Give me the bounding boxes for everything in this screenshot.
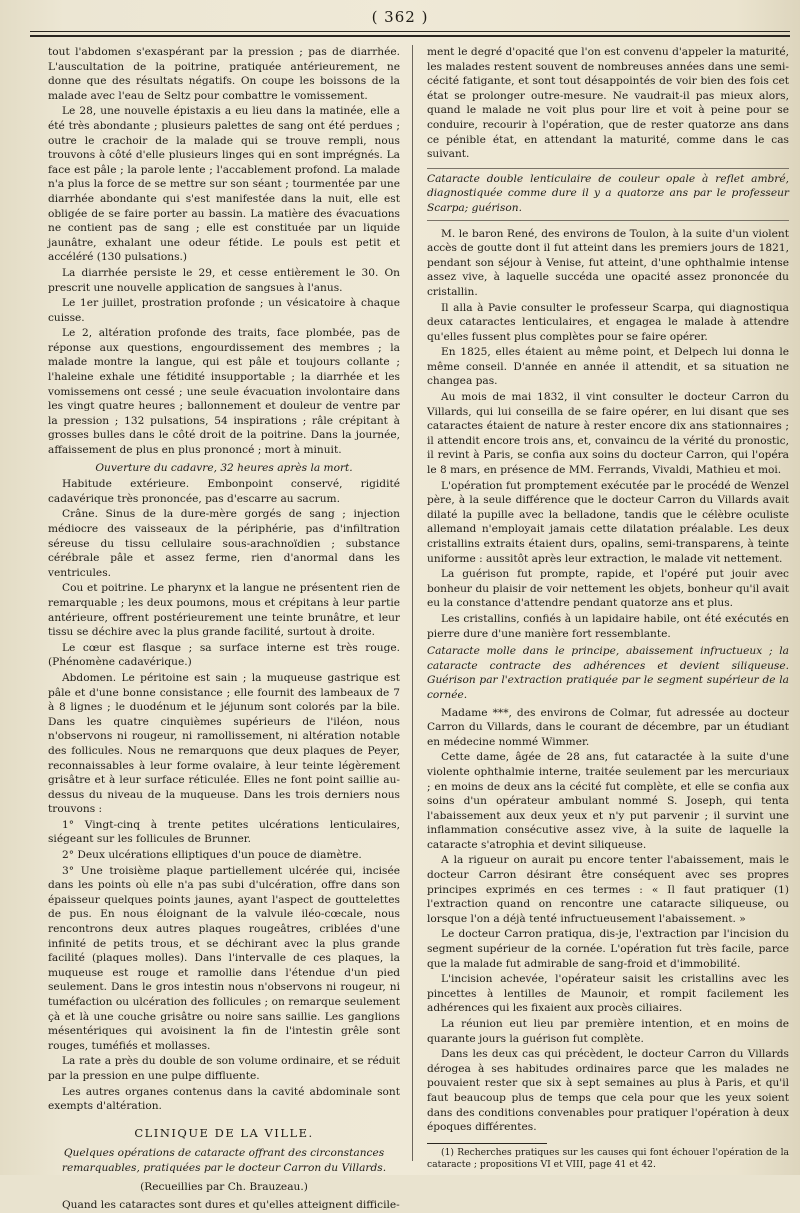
header-rule [30,31,790,32]
left-column [48,45,400,1212]
footnote-rule [427,1143,547,1144]
paragraph: Au mois de mai 1832, il vint consulter le docteur Carron du Villards, qui lui conseilla de se faire opérer, en lui disant que ses cataractes étaient de nature à rester encore dix ans stationnaires ; il attendit encore trois ans, et, convaincu de la vérité du pronostic, il revint à Paris, se confia aux soins du docteur Carron, qui l'opéra le 8 mars, en présence de MM. Ferrands, Vivaldi, Mathieu et moi. [427,391,789,477]
paragraph: 1° Vingt-cinq à trente petites ulcérations lenticulaires, siégeant sur les follicules de Brunner. [48,818,400,846]
paragraph: Le 2, altération profonde des traits, face plombée, pas de réponse aux questions, engourdissement des membres ; la malade montre la langue, qui est pâle et toujours collante ; l'haleine exhale une fétidité insupportable ; la diarrhée et les vomissemens ont cessé ; une seule évacuation involontaire dans les vingt quatre heures ; ballonnement et douleur de ventre par la pression ; 132 pulsations, 54 inspirations ; râle crépitant à grosses bulles dans le côté droit de la poitrine. Dans la journée, affaissement de plus en plus prononcé ; mort à minuit. [48,327,400,457]
paragraph: Le 28, une nouvelle épistaxis a eu lieu dans la matinée, elle a été très abondante ; plusieurs palettes de sang ont été perdues ; outre le crachoir de la malade qui se trouve rempli, nous trouvons à côté d'elle plusieurs linges qui en sont imprégnés. La face est pâle ; la parole lente ; l'accablement profond. La malade n'a plus la force de se mettre sur son séant ; tourmentée par une diarrhée abondante qui s'est manifestée dans la nuit, elle est obligée de se faire porter au bassin. La matière des évacuations ne contient pas de sang ; elle est constituée par un liquide jaunâtre, exhalant une odeur fétide. Le pouls est petit et accéléré (130 pulsations.) [48,105,400,264]
paragraph: La réunion eut lieu par première intention, et en moins de quarante jours la guérison fut complète. [427,1018,789,1045]
case-title-box [427,168,789,221]
paragraph: Abdomen. Le péritoine est sain ; la muqueuse gastrique est pâle et d'une bonne consistance ; elle fournit des lambeaux de 7 à 8 lignes ; le duodénum et le jéjunum sont colorés par la bile. Dans les quatre cinquièmes supérieurs de l'iléon, nous n'observons ni rougeur, ni ramollissement, ni altération notable des follicules. Nous ne remarquons que deux plaques de Peyer, reconnaissables à leur forme ovalaire, à leur teinte légèrement grisâtre et à leur surface réticulée. Elles ne font point saillie au-dessus du niveau de la muqueuse. Dans les trois derniers nous trouvons : [48,671,400,816]
paragraph: Les autres organes contenus dans la cavité abdominale sont exempts d'altération. [48,1085,400,1113]
paragraph: L'incision achevée, l'opérateur saisit les cristallins avec les pincettes à lentilles de Maunoir, et rompit facilement les adhérences qui les fixaient aux procès ciliaires. [427,973,789,1015]
case-title: Cataracte double lenticulaire de couleur opale à reflet ambré, diagnostiquée comme dure il y a quatorze ans par le professeur Scarpa; guérison. [427,172,789,214]
autopsy-heading: Ouverture du cadavre, 32 heures après la mort. [95,461,353,474]
paragraph: M. le baron René, des environs de Toulon, à la suite d'un violent accès de goutte dont il fut atteint dans les premiers jours de 1821, pendant son séjour à Venise, fut atteint, d'une ophthalmie intense assez vive, à laquelle succéda une opacité assez prononcée du cristallin. [427,227,789,298]
paragraph: La rate a près du double de son volume ordinaire, et se réduit par la pression en une pulpe diffluente. [48,1055,400,1082]
paragraph: Habitude extérieure. Embonpoint conservé, rigidité cadavérique très prononcée, pas d'escarre au sacrum. [48,478,400,505]
section-credit: (Recueillies par Ch. Brauzeau.) [140,1180,308,1193]
paragraph: Les cristallins, confiés à un lapidaire habile, ont été exécutés en pierre dure d'une manière fort ressemblante. [427,612,789,640]
paragraph: Dans les deux cas qui précèdent, le docteur Carron du Villards dérogea à ses habitudes ordinaires parce que les malades ne pouvaient rester que six à sept semaines au plus à Paris, et qu'il faut beaucoup plus de temps que cela pour que les yeux soient dans des conditions convenables pour pratiquer l'opération à deux époques différentes. [427,1048,789,1134]
page-number: ( 362 ) [371,8,429,26]
paragraph: Crâne. Sinus de la dure-mère gorgés de sang ; injection médiocre des vaisseaux de la périphérie, pas d'infiltration séreuse du tissu cellulaire sous-arachnoïdien ; substance cérébrale pâle et assez ferme, rien d'anormal dans les ventricules. [48,508,400,579]
paragraph: La guérison fut prompte, rapide, et l'opéré put jouir avec bonheur du plaisir de voir nettement les objets, bonheur qu'il avait eu la constance d'attendre pendant quatorze ans et plus. [427,568,789,610]
footnote: (1) Recherches pratiques sur les causes qui font échouer l'opération de la cataracte ; propositions VI et VIII, page 41 et 42. [427,1146,789,1170]
paragraph: ment le degré d'opacité que l'on est convenu d'appeler la maturité, les malades restent souvent de nombreuses années dans une semi-cécité fatigante, et sont tout désappointés de voir bien des fois cet état se prolonger outre-mesure. Ne vaudrait-il pas mieux alors, quand le malade ne voit plus pour lire et voit à peine pour se conduire, recourir à l'opération, que de rester quatorze ans dans ce pénible état, en attendant la maturité, comme dans le cas suivant. [427,46,789,161]
right-column [427,45,789,1170]
paragraph: L'opération fut promptement exécutée par le procédé de Wenzel père, à la seule différence que le docteur Carron du Villards avait dilaté la pupille avec la belladone, tandis que le célèbre oculiste allemand n'employait jamais cette dilatation préalable. Les deux cristallins extraits étaient durs, opalins, semi-transparens, à teinte uniforme : aussitôt après leur extraction, le malade vit nettement. [427,479,789,565]
paragraph: La diarrhée persiste le 29, et cesse entièrement le 30. On prescrit une nouvelle application de sangsues à l'anus. [48,266,400,294]
section-title: CLINIQUE DE LA VILLE. [134,1125,314,1140]
header-rule-thick [30,35,790,37]
section-subtitle: Quelques opérations de cataracte offrant des circonstances remarquables, pratiquées par le docteur Carron du Villards. [61,1147,387,1174]
paragraph: Cette dame, âgée de 28 ans, fut cataractée à la suite d'une violente ophthalmie interne, traitée seulement par les mercuriaux ; en moins de deux ans la cécité fut complète, et elle se confia aux soins d'un opérateur ambulant nommé S. Joseph, qui tenta l'abaissement aux deux yeux et n'y put parvenir ; il survint une inflammation consécutive assez vive, à la suite de laquelle la cataracte s'atrophia et devint siliqueuse. [427,751,789,851]
paragraph: Il alla à Pavie consulter le professeur Scarpa, qui diagnostiqua deux cataractes lenticulaires, et engagea le malade à attendre qu'elles fussent plus complètes pour se faire opérer. [427,301,789,343]
paragraph: Le cœur est flasque ; sa surface interne est très rouge. (Phénomène cadavérique.) [48,641,400,669]
paragraph: 3° Une troisième plaque partiellement ulcérée qui, incisée dans les points où elle n'a pas subi d'ulcération, offre dans son épaisseur quelques points jaunes, ayant l'aspect de gouttelettes de pus. En nous éloignant de la valvule iléo-cœcale, nous rencontrons deux autres plaques rougeâtres, criblées d'une infinité de petits trous, et se déchirant avec la plus grande facilité (plaques molles). Dans l'intervalle de ces plaques, la muqueuse est rouge et ramollie dans l'étendue d'un pied seulement. Dans le gros intestin nous n'observons ni rougeur, ni tuméfaction ou ulcération des follicules ; on remarque seulement çà et là une couche grisâtre ou noire sans saillie. Les ganglions mésentériques qui avoisinent la fin de l'intestin grêle sont rouges, tuméfiés et mollasses. [48,864,400,1052]
paragraph: En 1825, elles étaient au même point, et Delpech lui donna le même conseil. D'année en année il attendit, et sa situation ne changea pas. [427,346,789,388]
paragraph: Le docteur Carron pratiqua, dis-je, l'extraction par l'incision du segment supérieur de la cornée. L'opération fut très facile, parce que la malade fut admirable de sang-froid et d'immobilité. [427,928,789,970]
paragraph: Madame ***, des environs de Colmar, fut adressée au docteur Carron du Villards, dans le courant de décembre, par un étudiant en médecine nommé Wimmer. [427,706,789,748]
paragraph: Le 1er juillet, prostration profonde ; un vésicatoire à chaque cuisse. [48,297,400,324]
paragraph: A la rigueur on aurait pu encore tenter l'abaissement, mais le docteur Carron désirant être conséquent avec ses propres principes exprimés en ces termes : « Il faut pratiquer (1) l'extraction quand on rencontre une cataracte siliqueuse, ou lorsque l'on a déjà tenté infructueusement l'abaissement. » [427,854,789,925]
paragraph: 2° Deux ulcérations elliptiques d'un pouce de diamètre. [62,849,362,862]
case-title: Cataracte molle dans le principe, abaissement infructueux ; la cataracte contracte des adhérences et devient siliqueuse. Guérison par l'extraction pratiquée par le segment supérieur de la cornée. [427,645,789,701]
paragraph: tout l'abdomen s'exaspérant par la pression ; pas de diarrhée. L'auscultation de la poitrine, pratiquée antérieurement, ne donne que des résultats négatifs. On coupe les boissons de la malade avec l'eau de Seltz pour combattre le vomissement. [48,46,400,102]
paragraph: Cou et poitrine. Le pharynx et la langue ne présentent rien de remarquable ; les deux poumons, mous et crépitans à leur partie antérieure, offrent postérieurement une teinte brunâtre, et leur tissu se déchire avec la plus grande facilité, surtout à droite. [48,582,400,639]
paragraph: Quand les cataractes sont dures et qu'elles atteignent difficile- [62,1199,400,1212]
column-divider [412,45,413,1161]
